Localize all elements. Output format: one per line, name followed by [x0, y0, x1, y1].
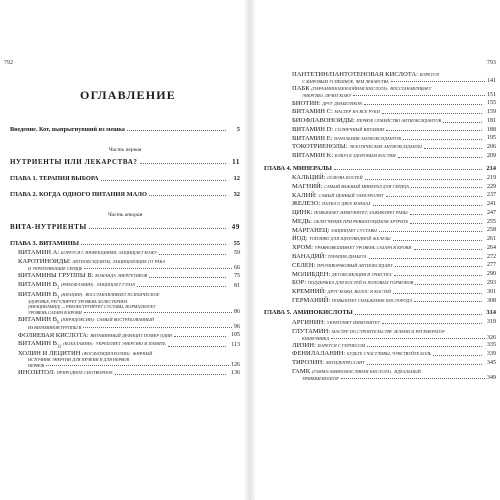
right-page	[254, 0, 500, 500]
toc-entry: ХРОМ: УРАВНОВЕШИВАЕТ УРОВЕНЬ САХАРА В КРОВИ 264	[292, 244, 496, 252]
toc-entry: ВИТАМИН $B_6$ (ПИРИДОКСИН): САМЫЙ ВОСТРЕБОВАННЫЙ ИЗ ВИТАМИНОВ ГРУППЫ B 96	[18, 316, 240, 331]
toc-entry: ТИРОЗИН: АНТИДЕПРЕССАНТ 345	[292, 359, 496, 367]
left-page	[0, 0, 246, 500]
toc-chapter-4: ГЛАВА 4. МИНЕРАЛЫ 214	[264, 164, 496, 172]
toc-entry: КАЛИЙ: САМЫЙ ЦЕННЫЙ ЭЛЕКТРОЛИТ 237	[292, 191, 496, 199]
toc-entry: ГЛУТАМИН: МАСТЕР ПО СТРОИТЕЛЬСТВУ ЗЕЛЕНИ И РЕГЕНЕРАТОР КИШЕЧНИКА 326	[292, 327, 496, 341]
part-two-title: ВИТА-НУТРИЕНТЫ 49	[10, 222, 240, 231]
toc-entry: КАРОТИНОИДЫ: АНТИОКСИДАНТЫ, ЗАЩИЩАЮЩИЕ ОТ РАКА И УКРЕПЛЯЮЩИЕ СЕРДЦЕ 66	[18, 258, 240, 272]
toc-entry: ГЕРМАНИЙ: ПОВЫШАЕТ СНАБЖЕНИЕ КИСЛОРОДА 308	[292, 296, 496, 304]
toc-entry: АРГИНИН: УКРЕПЛЯЕТ ИММУНИТЕТ 319	[292, 318, 496, 326]
toc-entry: ФОЛИЕВАЯ КИСЛОТА: ВИТАМИННЫЙ ДЕФИЦИТ ПОМЕР ОДИН 105	[18, 331, 240, 339]
toc-entry: ПАНТЕТИН/ПАНТОТЕНОВАЯ КИСЛОТА: БОРЕТСЯ С ЖИРОВЫМ УСПЕШНОЕ, ЧЕМ ЛЕКАРСТВА 141	[292, 71, 496, 85]
toc-entry: ГАМК (ГАММА-АМИНОМАСЛЯНАЯ КИСЛОТА): ИДЕАЛЬНЫЙ ТРАНКВИЛИЗАТОР 349	[292, 368, 496, 381]
toc-entry: БИОТИН: ДРУГ ДИАБЕТИКОВ 155	[292, 99, 496, 107]
toc-intro: Введение. Кот, выпрыгнувший из мешка 5	[10, 126, 240, 133]
toc-entry: ХОЛИН И ЛЕЦИТИН (ФОСФАТИДИЛХОЛИН): ЖИРНЫЙ ИСТОЧНИК ЭНЕРГИИ ДЛЯ ПЕЧЕНИ И ДЛЯ НЕРВОВ НЕРВОВ 126	[18, 349, 240, 368]
toc-entry: ЙОД: ТОПЛИВО ДЛЯ ЩИТОВИДНОЙ ЖЕЛЕЗЫ 261	[292, 235, 496, 243]
page-number-right: 793	[487, 60, 496, 66]
toc-chapter-5: ГЛАВА 5. АМИНОКИСЛОТЫ 314	[264, 309, 496, 317]
toc-chapter-2: ГЛАВА 2. КОГДА ОДНОГО ПИТАНИЯ МАЛО 32	[10, 190, 240, 198]
toc-entry: ПАБК (ПАРААМИНОБЕНЗОЙНАЯ КИСЛОТА): ВОССТАНАВЛИВАЕТ ЭНЕРГИЮ, ЛЕЧИТ КОЖУ 151	[292, 85, 496, 99]
toc-entry: ВИТАМИНЫ ГРУППЫ B: КОМАНДА ЭНЕРГЕТИКОВ 75	[18, 272, 240, 280]
toc-entry: ИНОЗИТОЛ: ПРИРОДНОЕ СНОТВОРНОЕ 136	[18, 369, 240, 377]
toc-entry: МАГНИЙ: САМЫЙ ВАЖНЫЙ МИНЕРАЛ ДЛЯ СЕРДЦА 229	[292, 182, 496, 190]
toc-chapter-3: ГЛАВА 3. ВИТАМИНЫ 55	[10, 239, 240, 247]
page-number-left: 792	[4, 60, 13, 66]
toc-entry: ВИТАМИН D: СОЛНЕЧНЫЙ ВИТАМИН 188	[292, 125, 496, 133]
toc-entry: КРЕМНИЙ: ДРУГ КОЖИ, ВОЛОС И КОСТЕЙ 301	[292, 288, 496, 296]
part-two-label: Часть вторая	[107, 211, 143, 218]
part-one-title: НУТРИЕНТЫ ИЛИ ЛЕКАРСТВА? 11	[10, 158, 240, 167]
toc-entry: ВИТАМИН A: БОРЕТСЯ С ИНФЕКЦИЯМИ, ЗАЩИЩАЕТ КОЖУ 59	[18, 249, 240, 257]
right-toc-column	[264, 70, 496, 382]
toc-entry: ФЕНИЛАЛАНИН: БУДЬТЕ СЧАСТЛИВЫ, ЧУВСТВУЙТЕ БОЛЬ 339	[292, 350, 496, 358]
toc-entry: БИОФЛАВОНОИДЫ: ПЕРВОЕ СЕМЕЙСТВО АНТИОКСИДАНТОВ 181	[292, 117, 496, 125]
toc-entry: ТОКОТРИЕНОЛЫ: ЭКЗОТИЧЕСКИЕ АНТИОКСИДАНТЫ 206	[292, 143, 496, 151]
toc-entry: МАРГАНЕЦ: ЗАЩИЩАЕТ СУСТАВЫ 258	[292, 226, 496, 234]
toc-entry: ВАНАДИЙ: ТЕРАПИЯ ДИАБЕТА 272	[292, 252, 496, 260]
toc-entry: МЕДЬ: ОБЛЕГЧЕНИЕ ПРИ РЕВМАТОИДНОМ АРТРИТЕ 255	[292, 217, 496, 225]
toc-entry: МОЛИБДЕН: ДЕТОКСИКАЦИЯ И ОЧИСТКА 290	[292, 270, 496, 278]
toc-entry: ЖЕЛЕЗО: ПАЛКА О ДВУХ КОНЦАХ 241	[292, 200, 496, 208]
toc-entry: ВИТАМИН $B_2$ (РИБОФЛАВИН): ЗАЩИЩАЕТ ГЛАЗА 81	[18, 281, 240, 290]
toc-entry: ВИТАМИН K: КЛЮЧ К ЗДОРОВЫМ КОСТЯМ 209	[292, 152, 496, 160]
toc-entry: СЕЛЕН: ПРОТИВОРАКОВЫЙ АНТИОКСИДАНТ 277	[292, 261, 496, 269]
toc-title: ОГЛАВЛЕНИЕ	[80, 88, 176, 102]
toc-chapter-1: ГЛАВА 1. ТЕРАПИЯ ВЫБОРА 12	[10, 175, 240, 183]
toc-entry: ВИТАМИН $B_{12}$ (КОБАЛАМИН): УКРЕПЛЯЕТ ЭНЕРГИЮ И ПАМЯТЬ 113	[18, 340, 240, 349]
toc-entry: ВИТАМИН E: НАЧАЛЬНИК АНТИОКСИДАНТОВ 195	[292, 134, 496, 142]
toc-entry: ВИТАМИН $B_3$ (НИАЦИН): ВОССТАНАВЛИВАЕТ ПСИХИЧЕСКОЕ ЗДОРОВЬЕ, РЕГУЛИРУЕТ УРОВЕНЬ ХОЛЕСТЕРИНА (НИАЦИНАМИД) — РЕКОНСТРУИРУЕТ СУСТАВЫ, НОРМАЛИЗУЕТ УРОВЕНЬ САХАРА В КРОВИ 86	[18, 290, 240, 315]
amino-list	[284, 319, 496, 381]
toc-entry: ВИТАМИН C: МАСТЕР НА ВСЕ РУКИ 159	[292, 108, 496, 116]
minerals-list	[284, 174, 496, 304]
toc-entry: БОР: ПОДДЕРЖКА ДЛЯ КОСТЕЙ И ПОЛОВЫХ ГОРМОНОВ 293	[292, 279, 496, 287]
left-toc-column	[10, 126, 240, 378]
toc-entry: КАЛЬЦИЙ: ОСНОВА КОСТЕЙ 219	[292, 174, 496, 182]
toc-entry: ЦИНК: ПОВЫШАЕТ ИММУНИТЕТ, ЗАЖИВЛЯЕТ РАНЫ 247	[292, 209, 496, 217]
part-one-label: Часть первая	[108, 147, 142, 154]
toc-entry: ЛИЗИН: БОРЕТСЯ С ГЕРПЕСОМ 335	[292, 341, 496, 349]
